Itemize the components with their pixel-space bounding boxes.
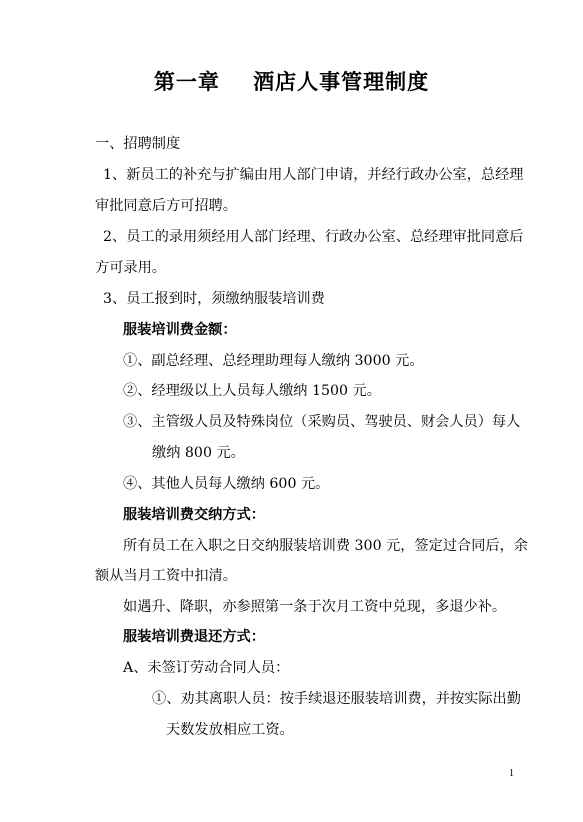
list-heading: A、未签订劳动合同人员： xyxy=(123,660,290,676)
section-heading: 一、招聘制度 xyxy=(95,136,181,152)
paragraph-line: 1、新员工的补充与扩编由用人部门申请，并经行政办公室，总经理 xyxy=(103,167,524,183)
page-number: 1 xyxy=(509,768,514,779)
subheading-payment-method: 服装培训费交纳方式： xyxy=(123,507,265,523)
subheading-refund-method: 服装培训费退还方式： xyxy=(123,629,265,645)
chapter-title: 第一章 酒店人事管理制度 xyxy=(153,69,430,94)
list-item: ④、其他人员每人缴纳 600 元。 xyxy=(123,476,330,492)
list-item: ②、经理级以上人员每人缴纳 1500 元。 xyxy=(123,383,381,399)
subheading-fee-amount: 服装培训费金额： xyxy=(123,322,237,338)
paragraph-line: 方可录用。 xyxy=(95,260,166,276)
list-item-continuation: 缴纳 800 元。 xyxy=(152,445,245,461)
paragraph-line: 如遇升、降职，亦参照第一条于次月工资中兑现，多退少补。 xyxy=(123,599,507,615)
paragraph-line: 额从当月工资中扣清。 xyxy=(95,568,237,584)
paragraph-line: 所有员工在入职之日交纳服装培训费 300 元，签定过合同后，余 xyxy=(123,538,528,554)
list-item-continuation: 天数发放相应工资。 xyxy=(166,722,294,738)
list-item: ①、副总经理、总经理助理每人缴纳 3000 元。 xyxy=(123,353,424,369)
list-item: ③、主管级人员及特殊岗位（采购员、驾驶员、财会人员）每人 xyxy=(123,414,521,430)
paragraph-line: 2、员工的录用须经用人部门经理、行政办公室、总经理审批同意后 xyxy=(103,229,524,245)
paragraph-line: 3、员工报到时，须缴纳服装培训费 xyxy=(103,291,325,307)
paragraph-line: 审批同意后方可招聘。 xyxy=(95,198,237,214)
list-item: ①、劝其离职人员：按手续退还服装培训费，并按实际出勤 xyxy=(152,691,521,707)
